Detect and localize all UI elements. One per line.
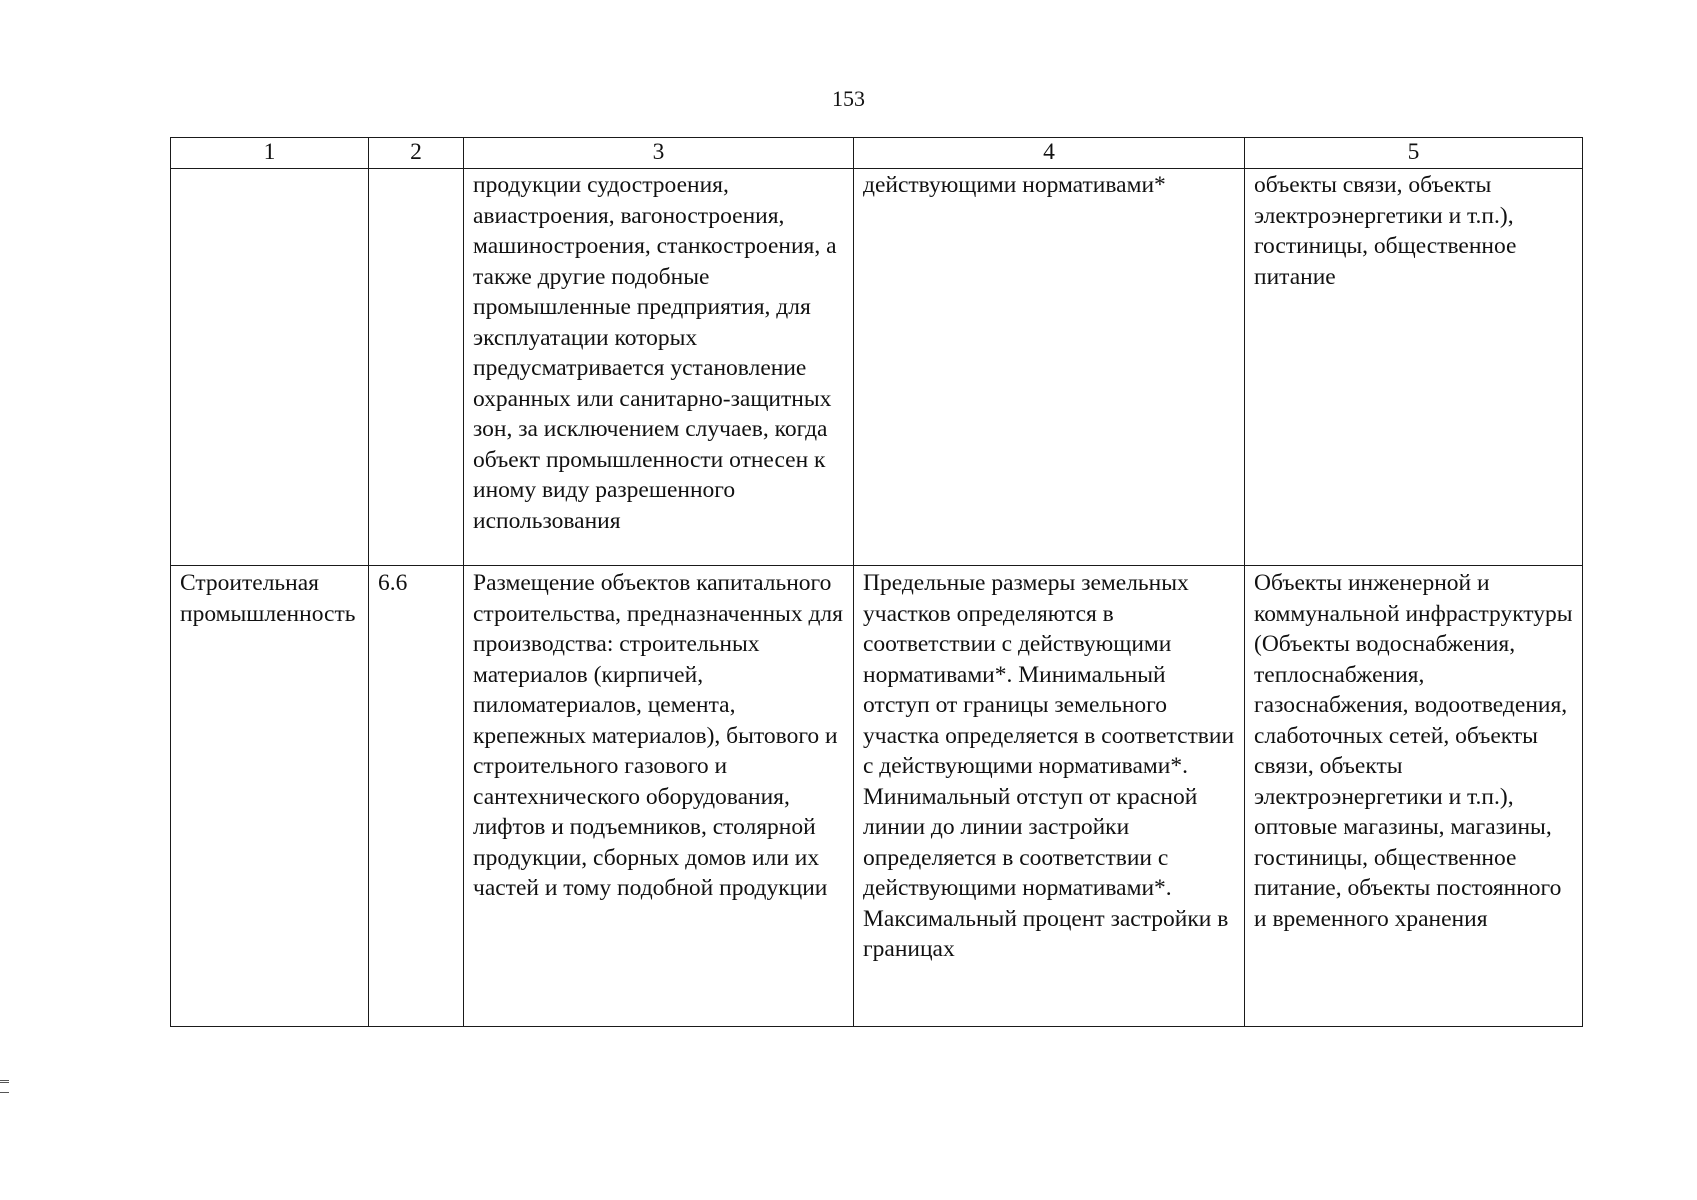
cell-text: Предельные размеры земельных участков определяются в соответствии с действующими нормативами*. Минимальный отступ от границы земельного участка определяется в соответствии с действующими нормативами*. Минимальный отступ от красной линии до линии застройки определяется в соответствии с действующими нормативами*. Максимальный процент застройки в границах bbox=[863, 570, 1235, 962]
cell-text: продукции судостроения, авиастроения, вагоностроения, машиностроения, станкостроения, а также другие подобные промышленные предприятия, для эксплуатации которых предусматривается установление охранных или санитарно-защитных зон, за исключением случаев, когда объект промышленности отнесен к иному виду разрешенного использования bbox=[473, 172, 837, 534]
header-col-2: 2 bbox=[369, 138, 464, 169]
cell-description bbox=[464, 169, 854, 566]
cell-description bbox=[464, 566, 854, 1027]
cell-text: 6.6 bbox=[378, 570, 408, 596]
cell-use-type bbox=[171, 566, 369, 1027]
cell-use-type bbox=[171, 169, 369, 566]
cell-text: Строительная промышленность bbox=[180, 570, 356, 627]
table-row bbox=[171, 169, 1583, 566]
land-use-table bbox=[170, 137, 1583, 1027]
header-col-1: 1 bbox=[171, 138, 369, 169]
cell-parameters bbox=[854, 169, 1245, 566]
cell-code bbox=[369, 169, 464, 566]
scan-artifact bbox=[0, 1092, 9, 1093]
header-col-5: 5 bbox=[1245, 138, 1583, 169]
cell-auxiliary-uses bbox=[1245, 169, 1583, 566]
header-col-3: 3 bbox=[464, 138, 854, 169]
cell-text: действующими нормативами* bbox=[863, 172, 1166, 198]
page-number: 153 bbox=[832, 86, 865, 111]
table-row bbox=[171, 566, 1583, 1027]
cell-text: объекты связи, объекты электроэнергетики и т.п.), гостиницы, общественное питание bbox=[1254, 172, 1517, 290]
cell-code bbox=[369, 566, 464, 1027]
cell-auxiliary-uses bbox=[1245, 566, 1583, 1027]
scan-artifact bbox=[0, 1080, 9, 1083]
table-header-row bbox=[171, 138, 1583, 169]
cell-parameters bbox=[854, 566, 1245, 1027]
cell-text: Размещение объектов капитального строительства, предназначенных для производства: строительных материалов (кирпичей, пиломатериалов, цемента, крепежных материалов), бытового и строительного газового и сантехнического оборудования, лифтов и подъемников, столярной продукции, сборных домов или их частей и тому подобной продукции bbox=[473, 570, 843, 901]
header-col-4: 4 bbox=[854, 138, 1245, 169]
cell-text: Объекты инженерной и коммунальной инфраструктуры (Объекты водоснабжения, теплоснабжения, газоснабжения, водоотведения, слаботочных сетей, объекты связи, объекты электроэнергетики и т.п.), оптовые магазины, магазины, гостиницы, общественное питание, объекты постоянного и временного хранения bbox=[1254, 570, 1573, 932]
